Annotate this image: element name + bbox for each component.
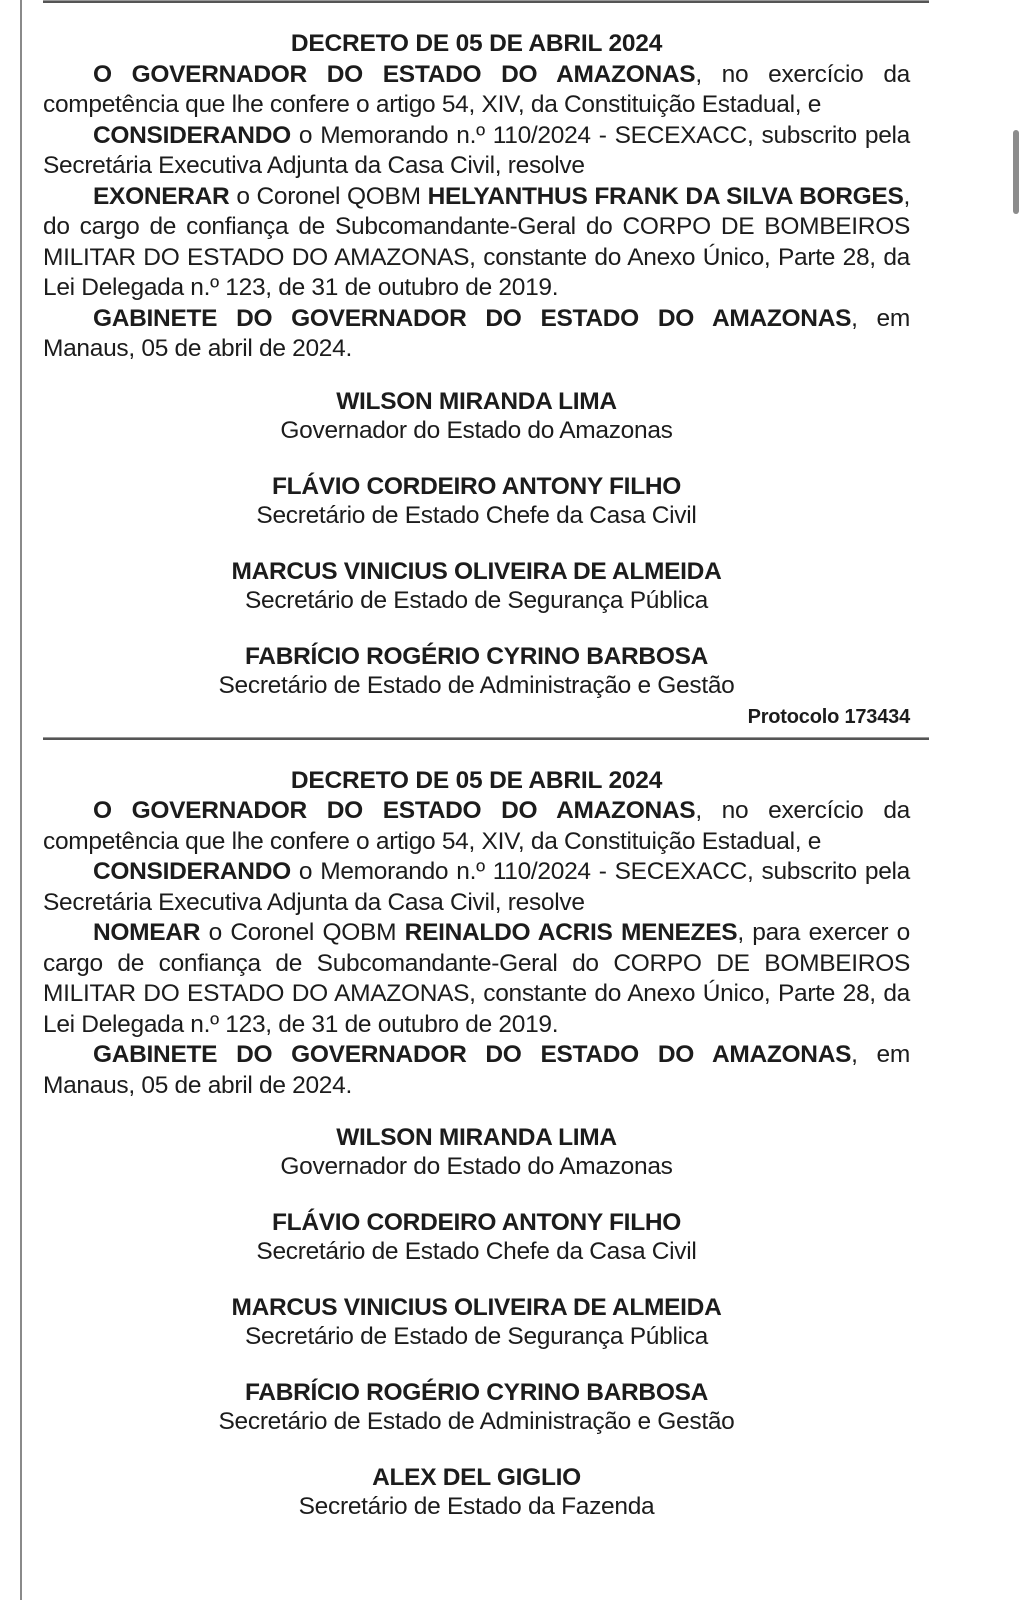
signature <box>43 1208 910 1266</box>
signatory-name: FLÁVIO CORDEIRO ANTONY FILHO <box>271 1209 682 1236</box>
action-verb: EXONERAR <box>93 182 230 210</box>
signature-block <box>43 387 910 700</box>
signatory-role: Secretário de Estado de Administração e Gestão <box>218 1408 735 1435</box>
signatory-name: ALEX DEL GIGLIO <box>372 1464 581 1491</box>
decree-preamble: O GOVERNADOR DO ESTADO DO AMAZONAS, no exercício da competência que lhe confere o artigo 54, XIV, da Constituição Estadual, e <box>43 60 910 118</box>
decree-appointment <box>43 766 910 1522</box>
signatory-name: MARCUS VINICIUS OLIVEIRA DE ALMEIDA <box>231 1294 722 1321</box>
governor-heading: O GOVERNADOR DO ESTADO DO AMAZONAS <box>93 60 696 88</box>
signature <box>43 642 910 700</box>
signatory-name: WILSON MIRANDA LIMA <box>336 387 617 415</box>
section-divider <box>43 0 929 3</box>
signature <box>43 557 910 615</box>
signatory-role: Governador do Estado do Amazonas <box>280 416 673 444</box>
decree-exoneration <box>43 29 910 729</box>
signature <box>43 1123 910 1181</box>
signatory-role: Secretário de Estado de Administração e Gestão <box>218 671 735 699</box>
considering-heading: CONSIDERANDO <box>93 121 291 149</box>
officer-name: REINALDO ACRIS MENEZES <box>404 919 738 946</box>
signature <box>43 472 910 530</box>
signature <box>43 387 910 445</box>
decree-closing: GABINETE DO GOVERNADOR DO ESTADO DO AMAZONAS, em Manaus, 05 de abril de 2024. <box>43 304 910 362</box>
signatory-role: Secretário de Estado Chefe da Casa Civil <box>256 501 697 529</box>
signatory-role: Governador do Estado do Amazonas <box>280 1153 673 1180</box>
signatory-role: Secretário de Estado da Fazenda <box>298 1493 655 1520</box>
protocol-number: Protocolo 173434 <box>747 705 910 728</box>
decree-title: DECRETO DE 05 DE ABRIL 2024 <box>290 766 663 794</box>
signatory-name: WILSON MIRANDA LIMA <box>336 1124 617 1151</box>
signatory-role: Secretário de Estado de Segurança Pública <box>244 1323 709 1350</box>
signature <box>43 1378 910 1436</box>
signature <box>43 1293 910 1351</box>
decree-resolution: EXONERAR o Coronel QOBM HELYANTHUS FRANK DA SILVA BORGES, do cargo de confiança de Subcomandante-Geral do CORPO DE BOMBEIROS MILITAR DO ESTADO DO AMAZONAS, constante do Anexo Único, Parte 28, da Lei Delegada n.º 123, de 31 de outubro de 2019. <box>43 182 910 301</box>
governor-heading: O GOVERNADOR DO ESTADO DO AMAZONAS <box>93 797 696 824</box>
office-heading: GABINETE DO GOVERNADOR DO ESTADO DO AMAZONAS <box>93 1041 852 1068</box>
signatory-name: MARCUS VINICIUS OLIVEIRA DE ALMEIDA <box>231 557 722 585</box>
signatory-name: FABRÍCIO ROGÉRIO CYRINO BARBOSA <box>244 642 709 670</box>
decree-resolution: NOMEAR o Coronel QOBM REINALDO ACRIS MENEZES, para exercer o cargo de confiança de Subcomandante-Geral do CORPO DE BOMBEIROS MILITAR DO ESTADO DO AMAZONAS, constante do Anexo Único, Parte 28, da Lei Delegada n.º 123, de 31 de outubro de 2019. <box>43 919 910 1038</box>
document-content <box>43 0 910 1548</box>
signatory-name: FABRÍCIO ROGÉRIO CYRINO BARBOSA <box>244 1379 709 1406</box>
signatory-role: Secretário de Estado de Segurança Pública <box>244 586 709 614</box>
officer-name: HELYANTHUS FRANK DA SILVA BORGES <box>427 182 904 210</box>
signature-block <box>43 1123 910 1521</box>
decree-considering: CONSIDERANDO o Memorando n.º 110/2024 - SECEXACC, subscrito pela Secretária Executiva Adjunta da Casa Civil, resolve <box>43 858 910 916</box>
section-divider <box>43 737 929 740</box>
action-verb: NOMEAR <box>93 919 201 946</box>
decree-preamble: O GOVERNADOR DO ESTADO DO AMAZONAS, no exercício da competência que lhe confere o artigo 54, XIV, da Constituição Estadual, e <box>43 797 910 855</box>
decree-title: DECRETO DE 05 DE ABRIL 2024 <box>290 30 663 57</box>
signatory-name: FLÁVIO CORDEIRO ANTONY FILHO <box>271 472 682 500</box>
considering-heading: CONSIDERANDO <box>93 858 291 885</box>
office-heading: GABINETE DO GOVERNADOR DO ESTADO DO AMAZONAS <box>93 304 852 332</box>
signatory-role: Secretário de Estado Chefe da Casa Civil <box>256 1238 697 1265</box>
scrollbar-thumb[interactable] <box>1013 130 1019 214</box>
signature <box>43 1463 910 1521</box>
page-left-border <box>20 0 22 1600</box>
decree-closing: GABINETE DO GOVERNADOR DO ESTADO DO AMAZONAS, em Manaus, 05 de abril de 2024. <box>43 1041 910 1099</box>
decree-considering: CONSIDERANDO o Memorando n.º 110/2024 - SECEXACC, subscrito pela Secretária Executiva Adjunta da Casa Civil, resolve <box>43 121 910 179</box>
